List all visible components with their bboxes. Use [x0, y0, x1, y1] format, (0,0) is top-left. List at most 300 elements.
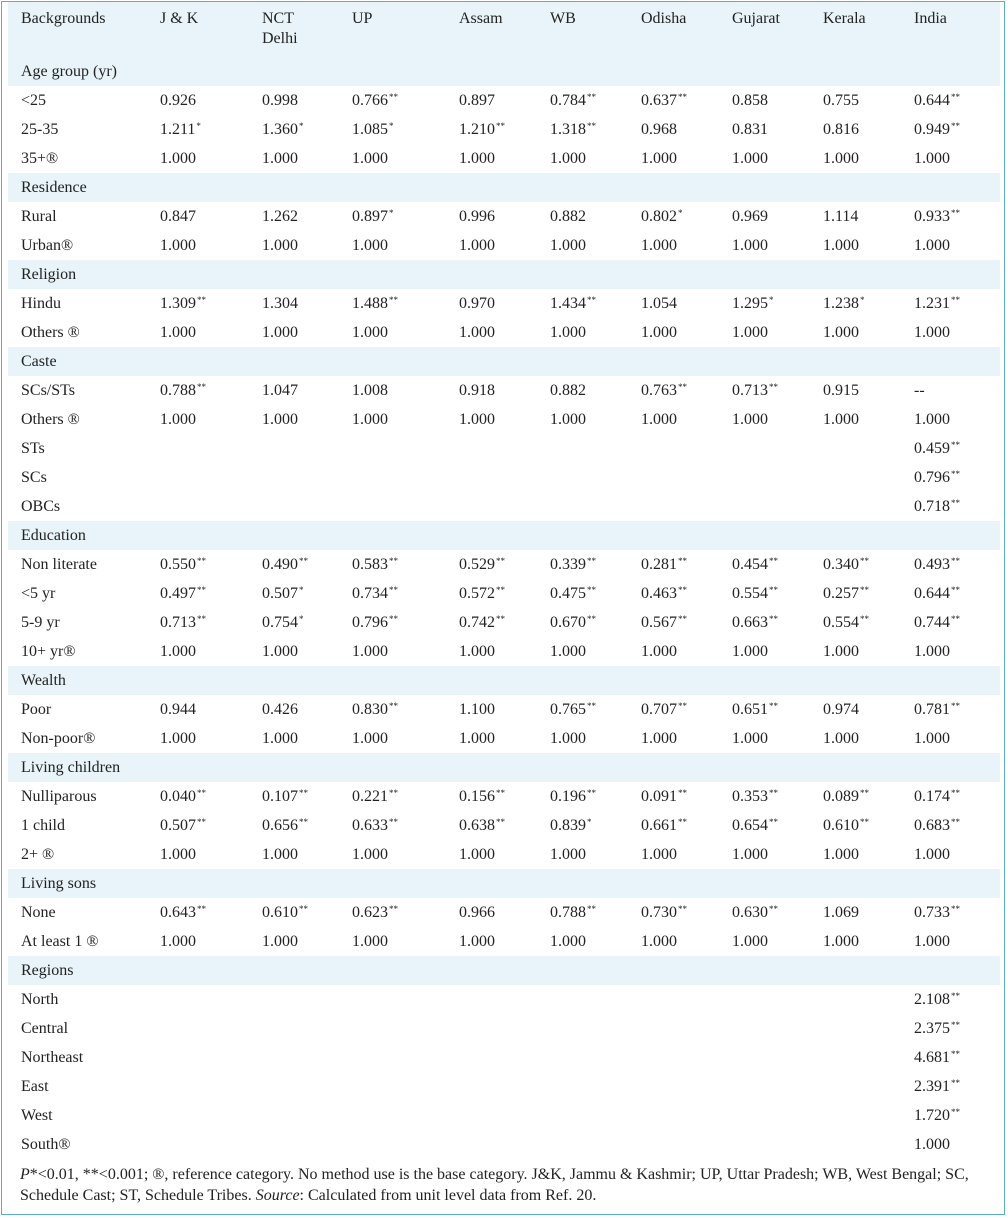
- cell-value: 1.000: [641, 324, 677, 341]
- footnote-source-text: : Calculated from unit level data from Ref. 20.: [299, 1187, 597, 1204]
- cell-value: 1.000: [732, 324, 768, 341]
- table-cell: [810, 608, 901, 637]
- section-header-row: [8, 347, 1000, 376]
- cell-value: 1.000: [550, 643, 586, 660]
- cell-value: 0.744: [914, 614, 950, 631]
- table-header-row: [8, 2, 1000, 57]
- significance-marker: **: [389, 701, 398, 711]
- significance-marker: **: [197, 556, 206, 566]
- table-row: [8, 840, 1000, 869]
- table-cell: [537, 318, 628, 347]
- table-row: [8, 985, 1000, 1014]
- table-cell: [719, 376, 810, 405]
- row-label: Rural: [21, 208, 57, 225]
- cell-value: 0.633: [352, 817, 388, 834]
- table-cell: [810, 115, 901, 144]
- row-label: North: [21, 991, 59, 1008]
- section-title: Living sons: [8, 869, 1000, 898]
- table-cell: [446, 492, 537, 521]
- table-cell: [147, 492, 249, 521]
- table-cell: [147, 550, 249, 579]
- cell-value: 1.000: [732, 237, 768, 254]
- table-row: [8, 115, 1000, 144]
- row-label: Others ®: [21, 411, 80, 428]
- cell-value: 0.643: [160, 904, 196, 921]
- cell-value: 1.000: [823, 237, 859, 254]
- table-cell: [446, 840, 537, 869]
- table-cell: [249, 115, 339, 144]
- cell-value: 1.000: [641, 643, 677, 660]
- cell-value: 0.550: [160, 556, 196, 573]
- significance-marker: **: [197, 585, 206, 595]
- significance-marker: **: [587, 614, 596, 624]
- table-cell: [339, 724, 446, 753]
- cell-value: 0.713: [160, 614, 196, 631]
- cell-value: 0.933: [914, 208, 950, 225]
- cell-value: 1.000: [914, 1136, 950, 1153]
- significance-marker: **: [769, 817, 778, 827]
- significance-marker: **: [769, 614, 778, 624]
- significance-marker: **: [587, 701, 596, 711]
- cell-value: 0.802: [641, 208, 677, 225]
- table-cell: [719, 1043, 810, 1072]
- table-cell: [719, 695, 810, 724]
- cell-value: 0.858: [732, 92, 768, 109]
- significance-marker: **: [389, 817, 398, 827]
- cell-value: 0.426: [262, 701, 298, 718]
- row-label: Northeast: [21, 1049, 84, 1066]
- table-cell: [147, 115, 249, 144]
- table-cell: [537, 550, 628, 579]
- table-cell: [446, 289, 537, 318]
- table-cell: [628, 492, 719, 521]
- table-row: [8, 782, 1000, 811]
- table-cell: [901, 811, 1000, 840]
- table-cell: [446, 405, 537, 434]
- significance-marker: **: [951, 440, 960, 450]
- cell-value: 0.107: [262, 788, 298, 805]
- row-label: None: [21, 904, 56, 921]
- table-cell: [147, 840, 249, 869]
- table-cell: [339, 637, 446, 666]
- cell-value: 0.733: [914, 904, 950, 921]
- cell-value: 0.554: [732, 585, 768, 602]
- significance-marker: **: [951, 469, 960, 479]
- table-cell: [249, 927, 339, 956]
- cell-value: 1.000: [352, 846, 388, 863]
- table-cell: [339, 1014, 446, 1043]
- table-cell: [147, 1072, 249, 1101]
- table-cell: [628, 1043, 719, 1072]
- table-cell: [628, 1130, 719, 1159]
- table-cell: [147, 985, 249, 1014]
- table-cell: [537, 376, 628, 405]
- cell-value: 0.734: [352, 585, 388, 602]
- table-cell: [339, 550, 446, 579]
- row-label: 2+ ®: [21, 846, 55, 863]
- table-cell: [537, 811, 628, 840]
- table-row: [8, 1072, 1000, 1101]
- significance-marker: **: [496, 788, 505, 798]
- significance-marker: **: [951, 904, 960, 914]
- row-label: SCs/STs: [21, 382, 76, 399]
- cell-value: 0.490: [262, 556, 298, 573]
- cell-value: 1.000: [823, 933, 859, 950]
- table-cell: [901, 1101, 1000, 1130]
- cell-value: 1.000: [352, 150, 388, 167]
- table-cell: [810, 695, 901, 724]
- section-title: Education: [8, 521, 1000, 550]
- table-cell: [339, 1101, 446, 1130]
- significance-marker: **: [299, 788, 308, 798]
- significance-marker: **: [496, 614, 505, 624]
- row-label: <25: [21, 92, 47, 109]
- row-label: 10+ yr®: [21, 643, 76, 660]
- cell-value: 1.000: [160, 411, 196, 428]
- table-cell: [719, 898, 810, 927]
- table-cell: [628, 695, 719, 724]
- table-cell: [901, 898, 1000, 927]
- table-cell: [249, 898, 339, 927]
- table-cell: [810, 231, 901, 260]
- table-cell: [901, 405, 1000, 434]
- table-cell: [719, 492, 810, 521]
- significance-marker: **: [197, 614, 206, 624]
- table-cell: [249, 695, 339, 724]
- table-cell: [249, 492, 339, 521]
- cell-value: 0.796: [914, 469, 950, 486]
- table-cell: [719, 637, 810, 666]
- table-cell: [537, 1101, 628, 1130]
- table-cell: [446, 1101, 537, 1130]
- footnote-text: *<0.01, **<0.001; ®, reference category. No method use is the base category. J&K, Jammu & Kashmir; UP, Uttar Pradesh; WB, West Bengal; SC, Schedule Cast; ST, Schedule Tribes.: [20, 1166, 969, 1204]
- table-cell: [249, 434, 339, 463]
- table-cell: [719, 115, 810, 144]
- cell-value: 0.529: [459, 556, 495, 573]
- table-cell: [810, 463, 901, 492]
- table-cell: [719, 550, 810, 579]
- table-cell: [249, 724, 339, 753]
- cell-value: 0.996: [459, 208, 495, 225]
- cell-value: 0.493: [914, 556, 950, 573]
- table-cell: [810, 376, 901, 405]
- table-cell: [537, 1130, 628, 1159]
- table-cell: [901, 289, 1000, 318]
- table-cell: [339, 840, 446, 869]
- table-cell: [719, 608, 810, 637]
- significance-marker: **: [951, 1107, 960, 1117]
- cell-value: 1.295: [732, 295, 768, 312]
- cell-value: 1.000: [641, 730, 677, 747]
- table-cell: [537, 202, 628, 231]
- table-cell: [628, 202, 719, 231]
- cell-value: 1.000: [550, 324, 586, 341]
- table-cell: [628, 231, 719, 260]
- row-label: South®: [21, 1136, 71, 1153]
- table-cell: [249, 376, 339, 405]
- table-cell: [446, 463, 537, 492]
- table-cell: [628, 927, 719, 956]
- significance-marker: **: [299, 904, 308, 914]
- significance-marker: **: [587, 121, 596, 131]
- table-cell: [537, 1072, 628, 1101]
- cell-value: 1.000: [550, 237, 586, 254]
- table-cell: [147, 1043, 249, 1072]
- section-header-row: [8, 260, 1000, 289]
- row-label: East: [21, 1078, 49, 1095]
- cell-value: 0.816: [823, 121, 859, 138]
- cell-value: 0.742: [459, 614, 495, 631]
- table-cell: [719, 434, 810, 463]
- table-row: [8, 231, 1000, 260]
- significance-marker: **: [860, 788, 869, 798]
- table-cell: [339, 782, 446, 811]
- table-cell: [446, 985, 537, 1014]
- cell-value: 1.488: [352, 295, 388, 312]
- cell-value: 0.788: [160, 382, 196, 399]
- table-cell: [147, 608, 249, 637]
- table-cell: [446, 811, 537, 840]
- significance-marker: **: [587, 788, 596, 798]
- table-row: [8, 318, 1000, 347]
- significance-marker: *: [587, 817, 592, 827]
- table-cell: [628, 463, 719, 492]
- table-cell: [537, 463, 628, 492]
- cell-value: 1.000: [732, 411, 768, 428]
- table-cell: [810, 1072, 901, 1101]
- table-cell: [446, 86, 537, 115]
- significance-marker: **: [951, 208, 960, 218]
- significance-marker: **: [769, 382, 778, 392]
- table-cell: [537, 724, 628, 753]
- table-cell: [810, 1130, 901, 1159]
- table-cell: [719, 811, 810, 840]
- significance-marker: *: [678, 208, 683, 218]
- table-cell: [628, 1072, 719, 1101]
- section-title: Regions: [8, 956, 1000, 985]
- cell-value: 0.765: [550, 701, 586, 718]
- cell-value: 1.000: [262, 324, 298, 341]
- cell-value: 0.784: [550, 92, 586, 109]
- significance-marker: **: [197, 904, 206, 914]
- significance-marker: **: [389, 295, 398, 305]
- table-cell: [628, 376, 719, 405]
- footnote-source-label: Source: [255, 1187, 300, 1204]
- cell-value: 1.000: [352, 237, 388, 254]
- significance-marker: **: [951, 788, 960, 798]
- row-label: SCs: [21, 469, 47, 486]
- significance-marker: **: [769, 904, 778, 914]
- table-cell: [339, 985, 446, 1014]
- cell-value: 1.114: [823, 208, 859, 225]
- cell-value: 0.174: [914, 788, 950, 805]
- table-cell: [628, 985, 719, 1014]
- table-cell: [537, 898, 628, 927]
- table-cell: [537, 405, 628, 434]
- table-cell: [147, 898, 249, 927]
- table-cell: [249, 86, 339, 115]
- significance-marker: **: [951, 1020, 960, 1030]
- table-row: [8, 463, 1000, 492]
- significance-marker: **: [951, 614, 960, 624]
- table-cell: [249, 463, 339, 492]
- cell-value: 1.000: [641, 237, 677, 254]
- table-cell: [719, 579, 810, 608]
- cell-value: 0.644: [914, 92, 950, 109]
- table-cell: [147, 463, 249, 492]
- significance-marker: **: [860, 585, 869, 595]
- table-cell: [339, 1043, 446, 1072]
- significance-marker: **: [769, 585, 778, 595]
- cell-value: 0.754: [262, 614, 298, 631]
- cell-value: 0.463: [641, 585, 677, 602]
- table-row: [8, 405, 1000, 434]
- cell-value: 1.304: [262, 295, 298, 312]
- table-cell: [901, 231, 1000, 260]
- cell-value: 1.238: [823, 295, 859, 312]
- cell-value: 1.000: [352, 643, 388, 660]
- table-cell: [147, 637, 249, 666]
- section-title: Caste: [8, 347, 1000, 376]
- table-cell: [249, 405, 339, 434]
- row-label: Poor: [21, 701, 52, 718]
- table-cell: [537, 695, 628, 724]
- table-cell: [901, 492, 1000, 521]
- table-cell: [628, 898, 719, 927]
- table-cell: [339, 318, 446, 347]
- cell-value: 0.654: [732, 817, 768, 834]
- table-cell: [249, 579, 339, 608]
- cell-value: 0.766: [352, 92, 388, 109]
- cell-value: 1.047: [262, 382, 298, 399]
- significance-marker: **: [951, 121, 960, 131]
- row-label: Central: [21, 1020, 69, 1037]
- significance-marker: *: [299, 585, 304, 595]
- table-row: [8, 1043, 1000, 1072]
- table-cell: [719, 231, 810, 260]
- table-cell: [810, 550, 901, 579]
- cell-value: 0.788: [550, 904, 586, 921]
- cell-value: 1.210: [459, 121, 495, 138]
- cell-value: 0.353: [732, 788, 768, 805]
- column-header: UP: [339, 2, 446, 57]
- significance-marker: **: [587, 585, 596, 595]
- row-label: STs: [21, 440, 45, 457]
- table-cell: [446, 1072, 537, 1101]
- table-row: [8, 202, 1000, 231]
- section-title: Age group (yr): [8, 57, 1000, 86]
- table-cell: [446, 1043, 537, 1072]
- table-cell: [446, 202, 537, 231]
- cell-value: 0.796: [352, 614, 388, 631]
- cell-value: 0.651: [732, 701, 768, 718]
- table-cell: [628, 1101, 719, 1130]
- cell-value: 1.000: [914, 237, 950, 254]
- table-cell: [901, 376, 1000, 405]
- table-cell: [628, 579, 719, 608]
- cell-value: 1.000: [459, 237, 495, 254]
- table-cell: [719, 927, 810, 956]
- cell-value: 1.000: [352, 933, 388, 950]
- cell-value: 0.475: [550, 585, 586, 602]
- table-cell: [810, 1014, 901, 1043]
- significance-marker: **: [860, 817, 869, 827]
- table-cell: [628, 86, 719, 115]
- table-cell: [810, 782, 901, 811]
- cell-value: 1.000: [732, 846, 768, 863]
- cell-value: 0.897: [459, 92, 495, 109]
- significance-marker: **: [769, 701, 778, 711]
- table-cell: [901, 1043, 1000, 1072]
- table-cell: [719, 86, 810, 115]
- cell-value: 0.091: [641, 788, 677, 805]
- table-cell: [147, 811, 249, 840]
- table-cell: [810, 434, 901, 463]
- table-cell: [719, 1072, 810, 1101]
- table-footnote: [20, 1164, 995, 1206]
- table-cell: [446, 782, 537, 811]
- cell-value: --: [914, 382, 925, 399]
- row-label: Non-poor®: [21, 730, 96, 747]
- cell-value: 0.949: [914, 121, 950, 138]
- cell-value: 0.572: [459, 585, 495, 602]
- cell-value: 1.000: [160, 237, 196, 254]
- significance-marker: **: [496, 121, 505, 131]
- table-cell: [249, 811, 339, 840]
- cell-value: 0.707: [641, 701, 677, 718]
- cell-value: 1.000: [352, 324, 388, 341]
- significance-marker: **: [678, 585, 687, 595]
- section-header-row: [8, 666, 1000, 695]
- table-row: [8, 1130, 1000, 1159]
- cell-value: 1.000: [641, 150, 677, 167]
- cell-value: 1.360: [262, 121, 298, 138]
- significance-marker: **: [678, 556, 687, 566]
- table-cell: [339, 927, 446, 956]
- section-title: Wealth: [8, 666, 1000, 695]
- cell-value: 1.318: [550, 121, 586, 138]
- cell-value: 1.000: [823, 324, 859, 341]
- cell-value: 0.998: [262, 92, 298, 109]
- cell-value: 1.000: [550, 411, 586, 428]
- table-cell: [249, 1130, 339, 1159]
- column-header-backgrounds: Backgrounds: [8, 2, 147, 57]
- significance-marker: **: [951, 498, 960, 508]
- significance-marker: **: [951, 1078, 960, 1088]
- table-cell: [339, 579, 446, 608]
- cell-value: 0.637: [641, 92, 677, 109]
- table-cell: [537, 1014, 628, 1043]
- table-cell: [810, 86, 901, 115]
- cell-value: 1.000: [914, 411, 950, 428]
- table-cell: [628, 782, 719, 811]
- cell-value: 0.567: [641, 614, 677, 631]
- cell-value: 0.040: [160, 788, 196, 805]
- significance-marker: *: [389, 121, 394, 131]
- table-cell: [147, 927, 249, 956]
- table-cell: [147, 144, 249, 173]
- table-cell: [901, 1130, 1000, 1159]
- row-label: West: [21, 1107, 53, 1124]
- significance-marker: **: [951, 991, 960, 1001]
- significance-marker: **: [678, 701, 687, 711]
- significance-marker: **: [678, 614, 687, 624]
- cell-value: 1.000: [352, 411, 388, 428]
- cell-value: 1.000: [914, 324, 950, 341]
- table-cell: [537, 782, 628, 811]
- cell-value: 1.000: [823, 846, 859, 863]
- significance-marker: **: [678, 817, 687, 827]
